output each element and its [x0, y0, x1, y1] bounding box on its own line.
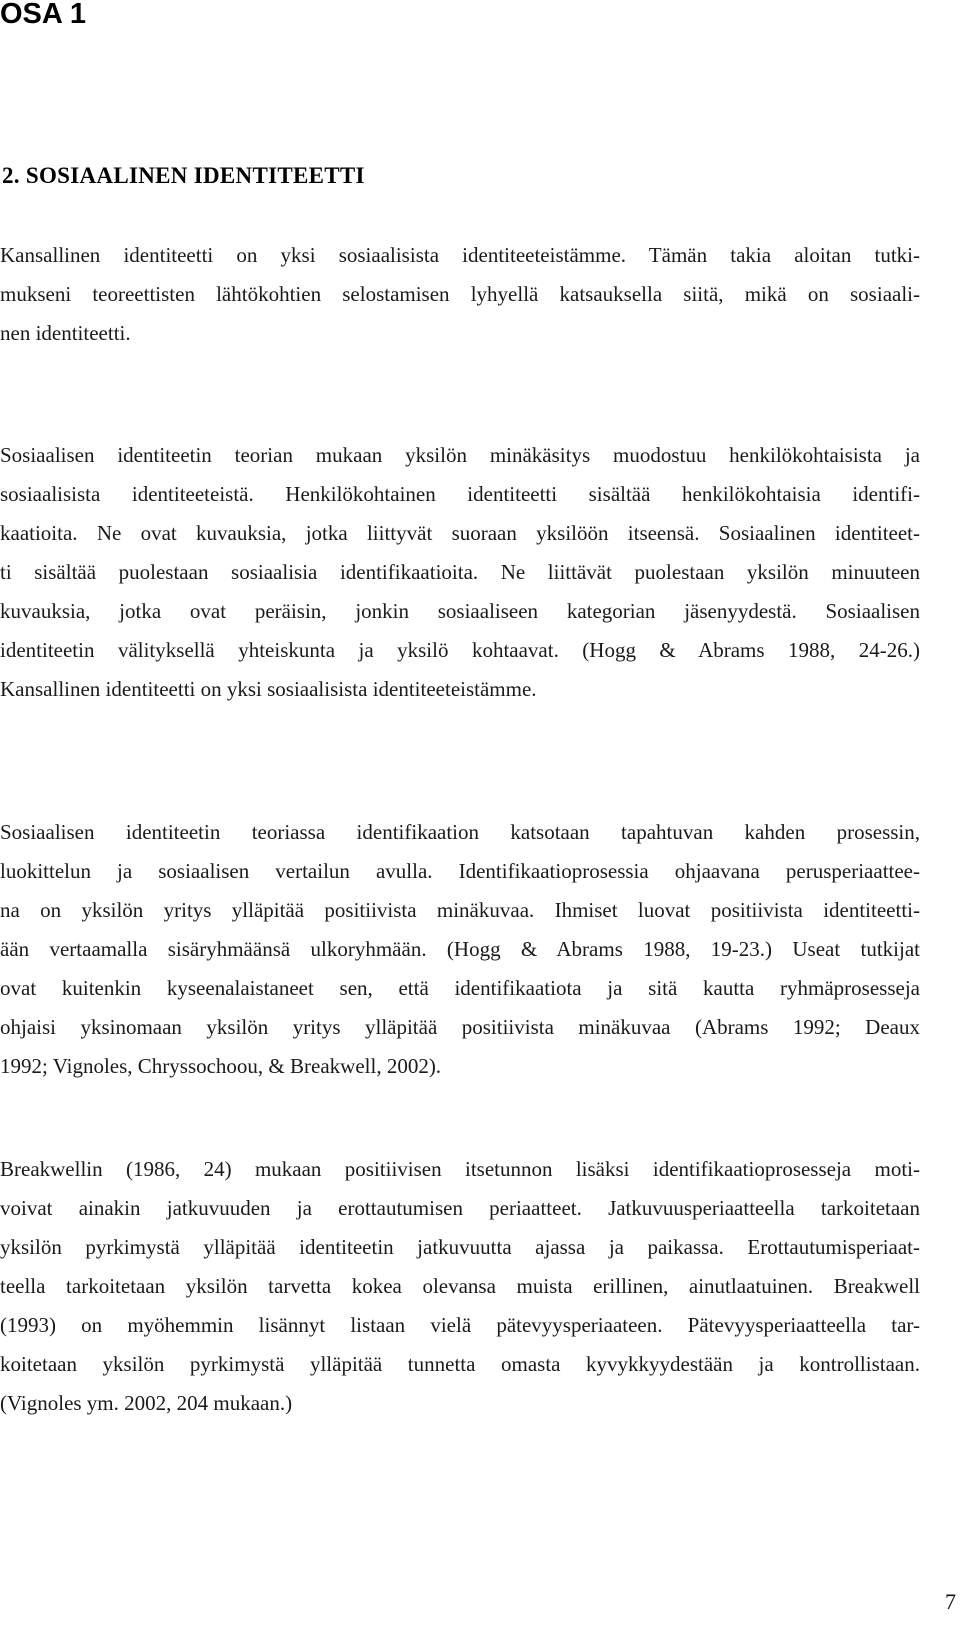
paragraph-identification	[0, 813, 920, 1086]
text-line: Sosiaalisen identiteetin teorian mukaan yksilön minäkäsitys muodostuu henkilökohtaisista ja	[0, 443, 920, 467]
text-line: Kansallinen identiteetti on yksi sosiaalisista identiteeteistämme. Tämän takia aloitan tutki-	[0, 243, 920, 267]
text-line: Sosiaalisen identiteetin teoriassa identifikaation katsotaan tapahtuvan kahden prosessin,	[0, 820, 920, 844]
text-line: Breakwellin (1986, 24) mukaan positiivisen itsetunnon lisäksi identifikaatioprosesseja moti-	[0, 1157, 920, 1181]
text-line: ti sisältää puolestaan sosiaalisia identifikaatioita. Ne liittävät puolestaan yksilön minuuteen	[0, 560, 920, 584]
text-line: (1993) on myöhemmin lisännyt listaan vielä pätevyysperiaateen. Pätevyysperiaatteella tar-	[0, 1313, 920, 1337]
text-line: ovat kuitenkin kyseenalaistaneet sen, että identifikaatiota ja sitä kautta ryhmäprosesseja	[0, 976, 920, 1000]
text-line: kuvauksia, jotka ovat peräisin, jonkin sosiaaliseen kategorian jäsenyydestä. Sosiaalisen	[0, 599, 920, 623]
part-heading: OSA 1	[0, 0, 86, 30]
text-line: ohjaisi yksinomaan yksilön yritys ylläpitää positiivista minäkuvaa (Abrams 1992; Deaux	[0, 1015, 920, 1039]
text-line: na on yksilön yritys ylläpitää positiivista minäkuvaa. Ihmiset luovat positiivista identiteetti-	[0, 898, 920, 922]
page-number: 7	[945, 1589, 956, 1614]
text-line: mukseni teoreettisten lähtökohtien selostamisen lyhyellä katsauksella siitä, mikä on sosiaali-	[0, 282, 920, 306]
text-line: teella tarkoitetaan yksilön tarvetta kokea olevansa muista erillinen, ainutlaatuinen. Breakwell	[0, 1274, 920, 1298]
text-line: (Vignoles ym. 2002, 204 mukaan.)	[0, 1391, 293, 1415]
text-line: sosiaalisista identiteeteistä. Henkilökohtainen identiteetti sisältää henkilökohtaisia identifi-	[0, 482, 920, 506]
text-line: koitetaan yksilön pyrkimystä ylläpitää tunnetta omasta kyvykkyydestään ja kontrollistaan.	[0, 1352, 920, 1376]
text-line: voivat ainakin jatkuvuuden ja erottautumisen periaatteet. Jatkuvuusperiaatteella tarkoitetaan	[0, 1196, 920, 1220]
text-line: luokittelun ja sosiaalisen vertailun avulla. Identifikaatioprosessia ohjaavana perusperiaattee-	[0, 859, 920, 883]
text-line: 1992; Vignoles, Chryssochoou, & Breakwell, 2002).	[0, 1054, 442, 1078]
text-line: Kansallinen identiteetti on yksi sosiaalisista identiteeteistämme.	[0, 677, 537, 701]
text-line: nen identiteetti.	[0, 321, 131, 345]
text-line: ään vertaamalla sisäryhmäänsä ulkoryhmään. (Hogg & Abrams 1988, 19-23.) Useat tutkijat	[0, 937, 920, 961]
paragraph-theory	[0, 436, 920, 709]
text-line: yksilön pyrkimystä ylläpitää identiteetin jatkuvuutta ajassa ja paikassa. Erottautumisperiaat-	[0, 1235, 920, 1259]
text-line: kaatioita. Ne ovat kuvauksia, jotka liittyvät suoraan yksilöön itseensä. Sosiaalinen identiteet-	[0, 521, 920, 545]
paragraph-breakwell	[0, 1150, 920, 1423]
chapter-heading: 2. SOSIAALINEN IDENTITEETTI	[2, 163, 365, 188]
paragraph-intro	[0, 236, 920, 353]
text-line: identiteetin välityksellä yhteiskunta ja yksilö kohtaavat. (Hogg & Abrams 1988, 24-26.)	[0, 638, 920, 662]
